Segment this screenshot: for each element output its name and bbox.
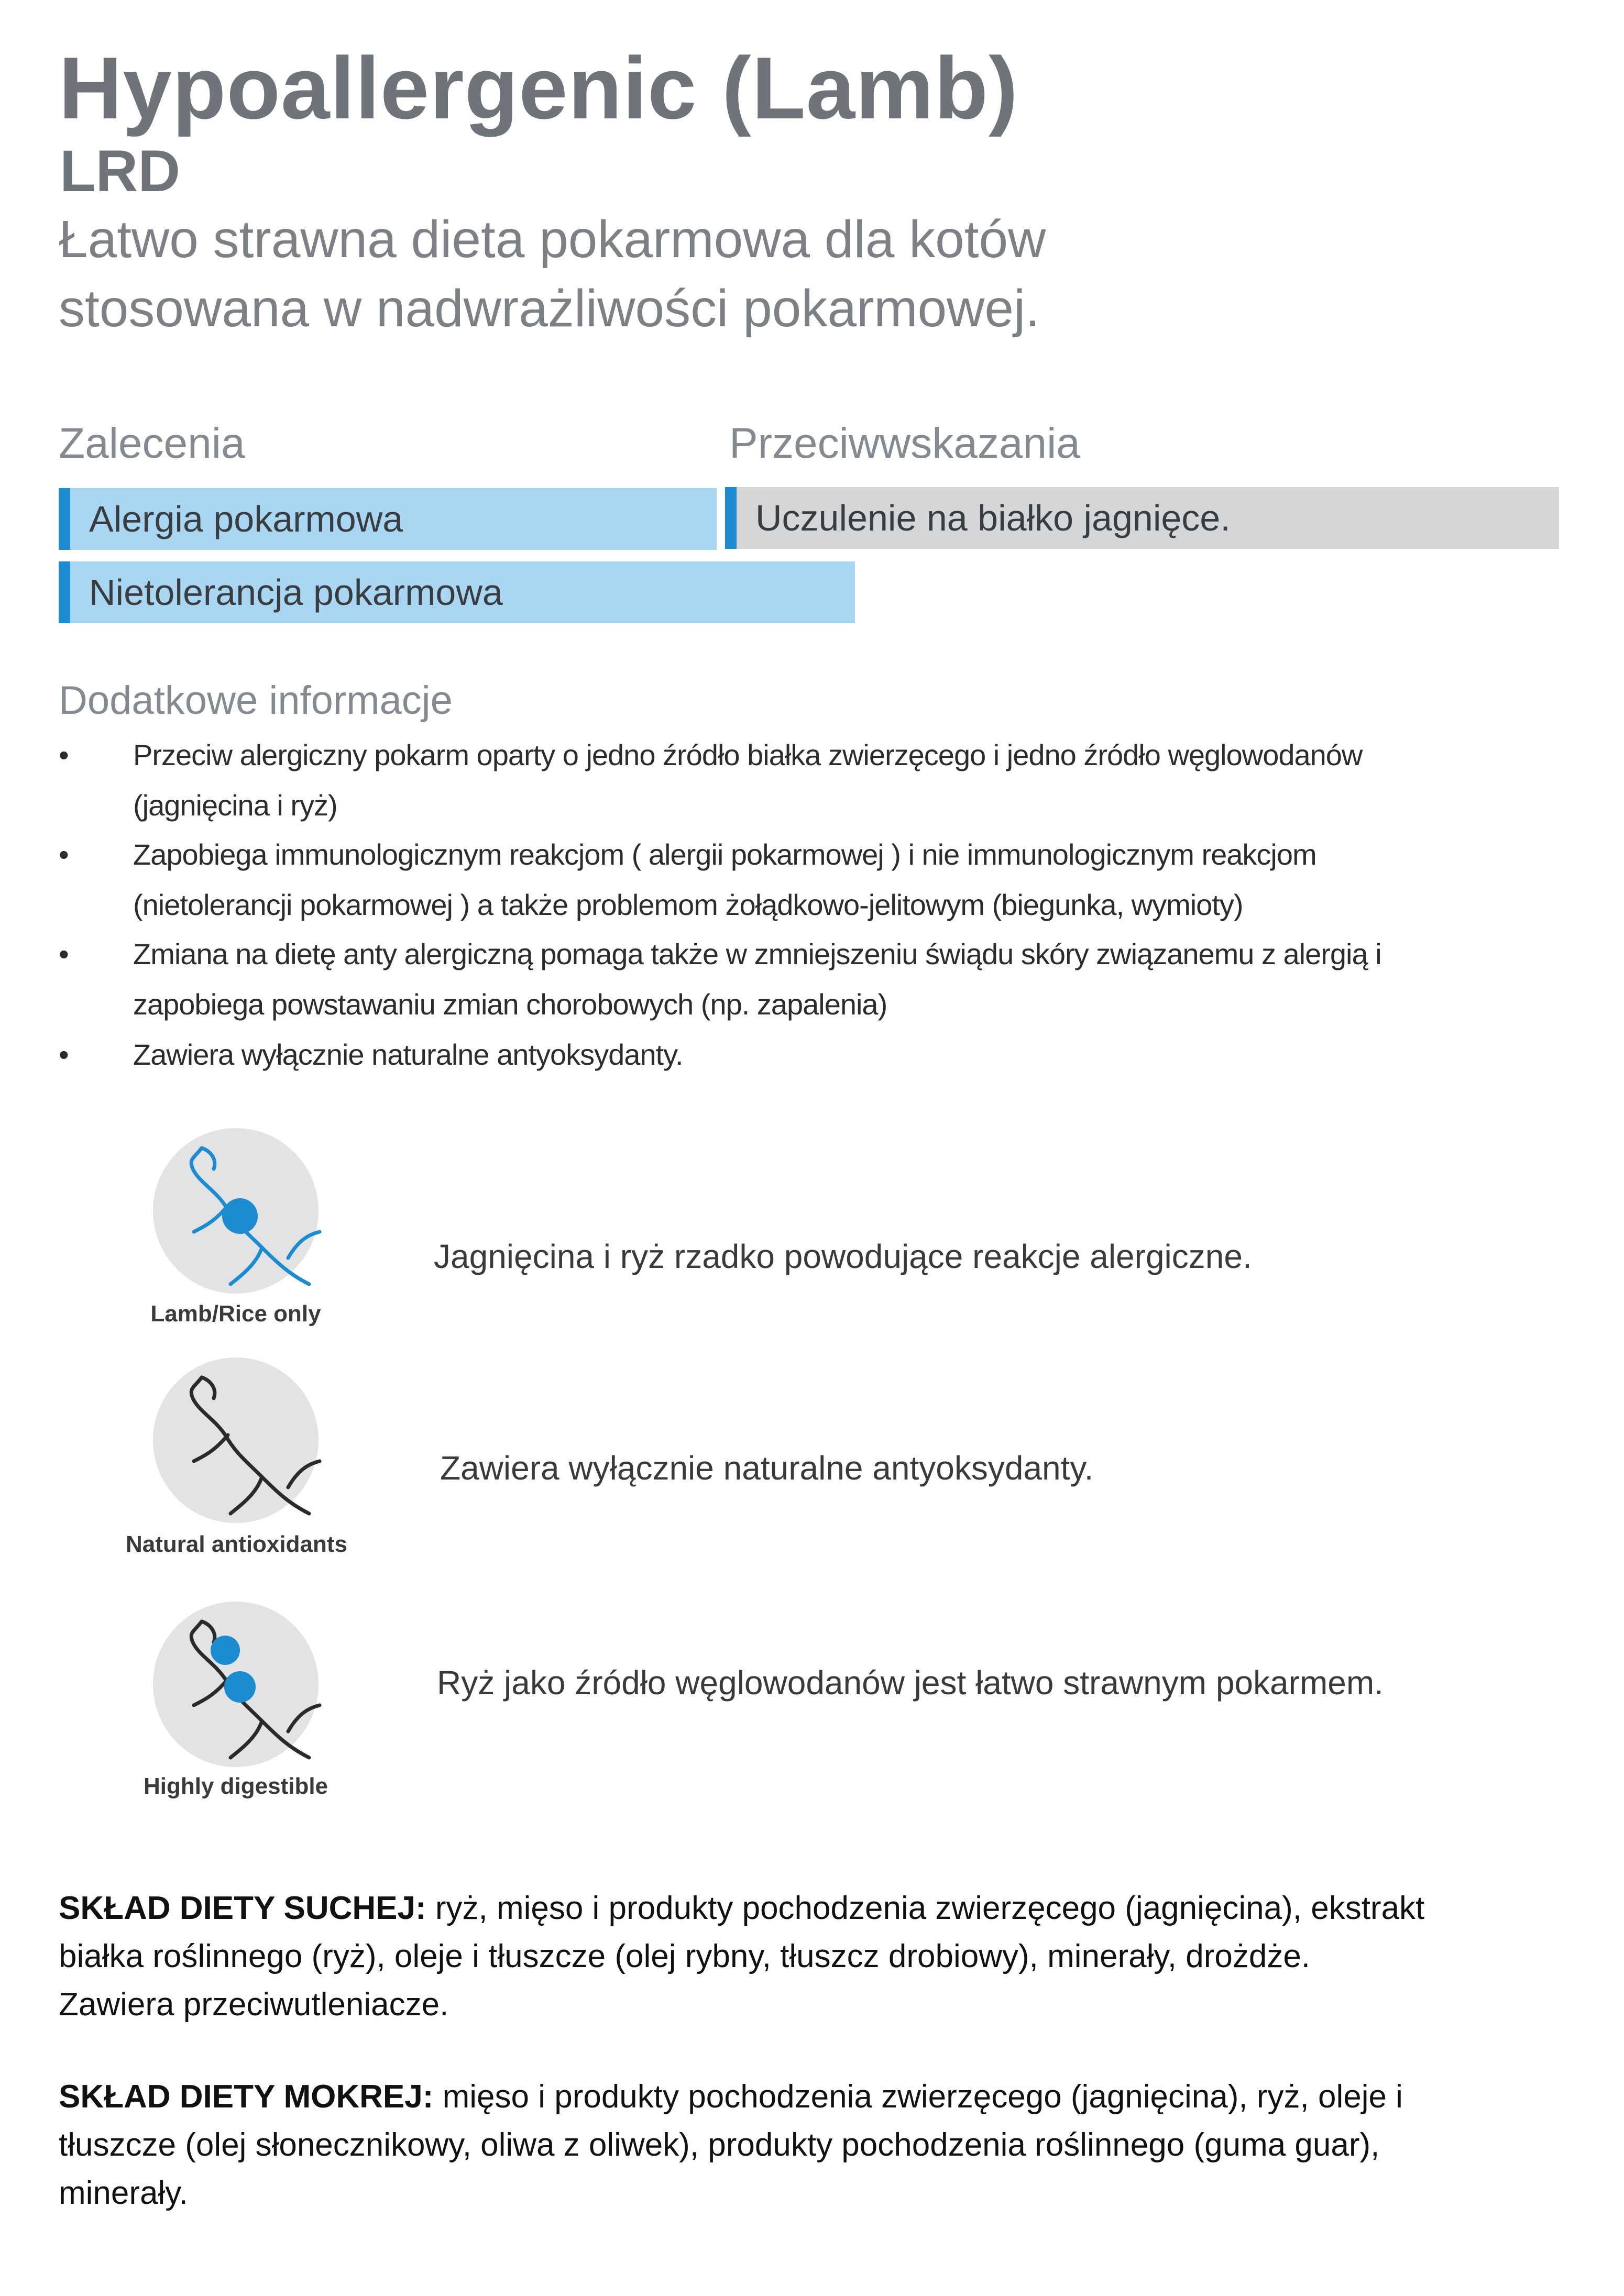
dry-diet-text: ryż, mięso i produkty pochodzenia zwierzęcego (jagnięcina), ekstrakt xyxy=(426,1890,1425,1926)
contraindications-heading: Przeciwwskazania xyxy=(729,420,1080,467)
feature-text: Zawiera wyłącznie naturalne antyoksydanty. xyxy=(440,1449,1094,1487)
contraindication-bar xyxy=(725,487,1559,549)
wet-diet-composition xyxy=(59,2073,1567,2217)
bullet-icon: • xyxy=(59,937,69,970)
additional-info-heading: Dodatkowe informacje xyxy=(59,678,453,723)
product-code: LRD xyxy=(60,138,181,204)
info-list-item xyxy=(59,830,1473,930)
info-text: zapobiega powstawaniu zmian chorobowych (np. zapalenia) xyxy=(133,988,887,1021)
bullet-icon: • xyxy=(59,1038,69,1071)
recommendation-bar xyxy=(59,561,855,623)
bar-stripe xyxy=(59,488,70,550)
dry-diet-text: białka roślinnego (ryż), oleje i tłuszcze (olej rybny, tłuszcz drobiowy), minerały, drożdże. xyxy=(59,1938,1311,1974)
info-list-item xyxy=(59,1030,1473,1080)
bullet-icon: • xyxy=(59,738,69,771)
bullet-icon: • xyxy=(59,838,69,871)
feature-caption: Highly digestible xyxy=(143,1773,328,1799)
page-title: Hypoallergenic (Lamb) xyxy=(59,39,1019,137)
natural-antioxidants-cat-icon xyxy=(152,1356,330,1535)
feature-caption: Natural antioxidants xyxy=(126,1531,347,1557)
dry-diet-label: SKŁAD DIETY SUCHEJ: xyxy=(59,1890,426,1926)
bar-stripe xyxy=(725,487,737,549)
info-text: Zapobiega immunologicznym reakcjom ( alergii pokarmowej ) i nie immunologicznym reakcjom xyxy=(133,838,1316,871)
feature-caption: Lamb/Rice only xyxy=(150,1301,321,1327)
recommendation-label: Alergia pokarmowa xyxy=(89,499,403,539)
highly-digestible-cat-icon xyxy=(152,1600,330,1779)
subtitle-line-2: stosowana w nadwrażliwości pokarmowej. xyxy=(59,279,1040,338)
recommendations-heading: Zalecenia xyxy=(59,420,245,467)
contraindication-label: Uczulenie na białko jagnięce. xyxy=(755,498,1231,538)
info-text: (jagnięcina i ryż) xyxy=(133,789,337,822)
info-list-item xyxy=(59,730,1473,831)
wet-diet-text: mięso i produkty pochodzenia zwierzęcego (jagnięcina), ryż, oleje i xyxy=(433,2079,1403,2115)
info-list-item xyxy=(59,929,1473,1030)
subtitle-line-1: Łatwo strawna dieta pokarmowa dla kotów xyxy=(59,210,1046,269)
info-text: (nietolerancji pokarmowej ) a także problemom żołądkowo-jelitowym (biegunka, wymioty) xyxy=(133,888,1243,921)
feature-text: Jagnięcina i ryż rzadko powodujące reakcje alergiczne. xyxy=(434,1238,1252,1275)
dry-diet-composition xyxy=(59,1884,1567,2029)
recommendation-label: Nietolerancja pokarmowa xyxy=(89,572,503,613)
wet-diet-text: tłuszcze (olej słonecznikowy, oliwa z oliwek), produkty pochodzenia roślinnego (guma guar), xyxy=(59,2127,1380,2163)
recommendation-bar xyxy=(59,488,717,550)
lamb-rice-cat-icon xyxy=(152,1127,330,1305)
info-text: Zawiera wyłącznie naturalne antyoksydanty. xyxy=(133,1038,683,1071)
info-text: Zmiana na dietę anty alergiczną pomaga także w zmniejszeniu świądu skóry związanemu z alergią i xyxy=(133,937,1381,970)
dry-diet-text: Zawiera przeciwutleniacze. xyxy=(59,1986,449,2023)
wet-diet-label: SKŁAD DIETY MOKREJ: xyxy=(59,2079,434,2115)
info-text: Przeciw alergiczny pokarm oparty o jedno źródło białka zwierzęcego i jedno źródło węglowodanów xyxy=(133,738,1363,771)
bar-stripe xyxy=(59,561,70,623)
feature-text: Ryż jako źródło węglowodanów jest łatwo strawnym pokarmem. xyxy=(437,1664,1384,1702)
wet-diet-text: minerały. xyxy=(59,2175,188,2211)
